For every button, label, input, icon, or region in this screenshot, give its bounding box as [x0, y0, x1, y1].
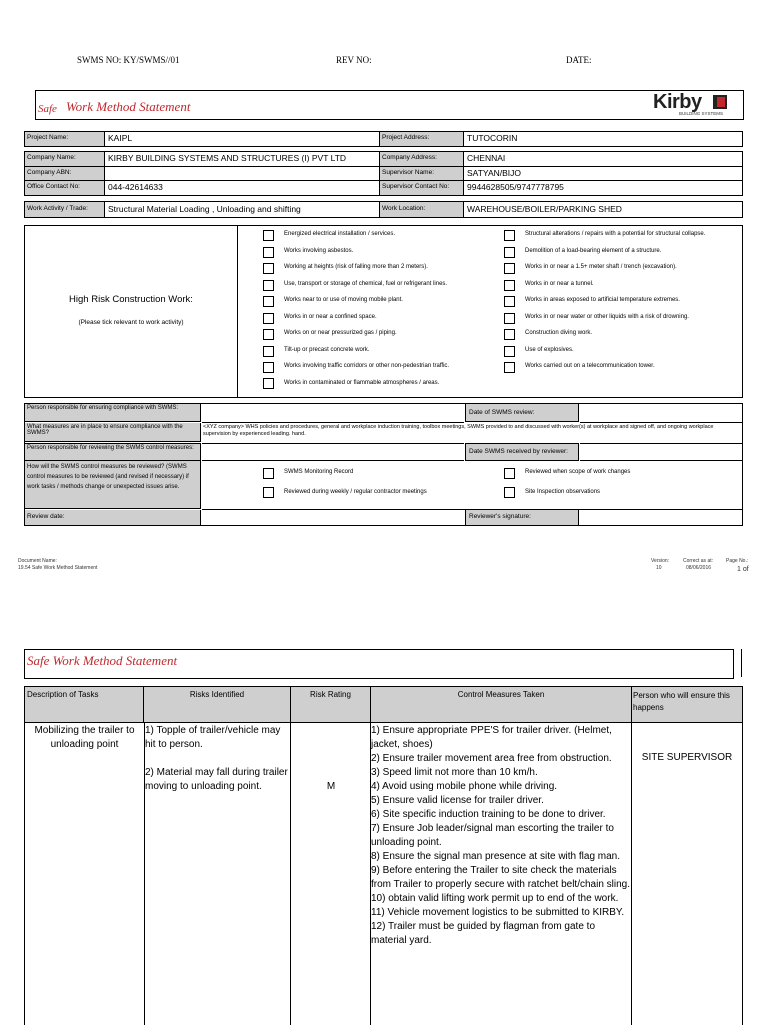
risk-checkbox[interactable]: [263, 362, 274, 373]
company-name-value[interactable]: KIRBY BUILDING SYSTEMS AND STRUCTURES (I) PVT LTD: [108, 153, 347, 163]
compliance-section: [24, 403, 743, 526]
task-table: [24, 686, 743, 1025]
page2-title: Safe Work Method Statement: [27, 653, 178, 668]
work-location-row: [379, 201, 743, 218]
divider: [741, 649, 742, 677]
page2-title-box: [24, 649, 734, 679]
risk-checkbox[interactable]: [263, 230, 274, 241]
company-abn-value[interactable]: [106, 167, 110, 169]
control-item: 5) Ensure valid license for trailer driver.: [371, 795, 544, 806]
version-value: 10: [656, 565, 662, 571]
risk-item: Works involving traffic corridors or other non-pedestrian traffic.: [284, 363, 450, 369]
risk-rating: M: [326, 781, 336, 792]
risk-item: Works in or near a tunnel.: [525, 281, 594, 287]
version-label: Version:: [651, 558, 670, 564]
person-reviewing-label: Person responsible for reviewing the SWMS control measures:: [25, 443, 201, 461]
risk-item: Tilt-up or precast concrete work.: [284, 347, 370, 353]
review-checkbox[interactable]: [263, 487, 274, 498]
risk-checkbox[interactable]: [263, 280, 274, 291]
company-address-value[interactable]: CHENNAI: [467, 153, 506, 163]
project-address-value[interactable]: TUTOCORIN: [467, 133, 518, 143]
project-address-label: Project Address:: [380, 132, 464, 146]
company-name-row: [24, 151, 381, 167]
risk-checkbox[interactable]: [263, 329, 274, 340]
risk-item: Works on or near pressurized gas / piping.: [284, 330, 397, 336]
high-risk-heading: High Risk Construction Work:: [69, 294, 193, 305]
how-reviewed-label: How will the SWMS control measures be reviewed? (SWMS control measures to be reviewed (and revised if necessary) if work tasks / methods change or unexpected issues arise.: [25, 461, 201, 509]
risk-checkbox[interactable]: [263, 346, 274, 357]
risk-item: Works in or near a confined space.: [284, 314, 377, 320]
date-label: DATE:: [566, 55, 592, 65]
risk-item: Use, transport or storage of chemical, fuel or refrigerant lines.: [284, 281, 448, 287]
doc-name-label: Document Name:: [18, 558, 57, 564]
review-checkbox[interactable]: [263, 468, 274, 479]
page-value: 1 of: [737, 566, 749, 573]
risk-checkbox[interactable]: [263, 296, 274, 307]
person-responsible-label: Person responsible for ensuring compliance with SWMS:: [25, 404, 201, 422]
date-review-label: Date of SWMS review:: [465, 404, 579, 422]
high-risk-subheading: (Please tick relevant to work activity): [78, 319, 184, 326]
risk-checkbox[interactable]: [504, 329, 515, 340]
control-item: 7) Ensure Job leader/signal man escorting the trailer to unloading point.: [371, 823, 614, 848]
risk-checkbox[interactable]: [504, 280, 515, 291]
correct-value: 08/06/2016: [686, 565, 712, 571]
review-checkbox[interactable]: [504, 487, 515, 498]
person-reviewing-field[interactable]: [202, 443, 464, 461]
control-item: 1) Ensure appropriate PPE'S for trailer driver. (Helmet, jacket, shoes): [371, 725, 612, 750]
supervisor-contact-value[interactable]: 9944628505/9747778795: [467, 182, 564, 192]
date-review-field[interactable]: [580, 404, 742, 423]
control-item: 11) Vehicle movement logistics to be submitted to KIRBY.: [371, 907, 625, 918]
company-abn-label: Company ABN:: [25, 167, 105, 180]
doc-name: 19.54 Safe Work Method Statement: [18, 565, 98, 571]
revision-number: REV NO:: [336, 55, 372, 65]
work-activity-value[interactable]: Structural Material Loading , Unloading and shifting: [108, 204, 301, 214]
control-item: 2) Ensure trailer movement area free from obstruction.: [371, 753, 612, 764]
person-responsible-field[interactable]: [202, 404, 464, 423]
supervisor-name-value[interactable]: SATYAN/BIJO: [467, 168, 522, 178]
control-measures: [371, 724, 631, 948]
risk-item: Works involving asbestos.: [284, 248, 354, 254]
office-contact-row: [24, 180, 381, 196]
col-person: Person who will ensure this happens: [632, 687, 743, 723]
risk-item: Works carried out on a telecommunication tower.: [525, 363, 655, 369]
col-controls: Control Measures Taken: [371, 687, 632, 723]
control-item: 6) Site specific induction training to be done to driver.: [371, 809, 606, 820]
risk-item: Use of explosives.: [525, 347, 574, 353]
risk-checkbox[interactable]: [504, 313, 515, 324]
page-label: Page No.:: [726, 558, 749, 564]
measures-text: <XYZ company> WHS policies and procedures, general and workplace induction training, toolbox meetings, SWMS provided to and discussed with worker(s) at workplace and signed off, and ongoing workplace supervision by experienced leading. hand.: [203, 424, 714, 437]
company-name-label: Company Name:: [25, 152, 105, 166]
work-location-label: Work Location:: [380, 202, 464, 217]
risk-item: Works in areas exposed to artificial temperature extremes.: [525, 297, 680, 303]
work-activity-row: [24, 201, 381, 218]
logo-mark-icon: [713, 95, 727, 109]
kirby-logo: [653, 93, 739, 117]
risk-checkbox[interactable]: [504, 263, 515, 274]
risk-identified: 1) Topple of trailer/vehicle may hit to person.: [145, 725, 281, 750]
risk-identified: 2) Material may fall during trailer moving to unloading point.: [145, 767, 288, 792]
supervisor-name-label: Supervisor Name:: [380, 167, 464, 180]
risk-checkbox[interactable]: [504, 296, 515, 307]
project-address-row: [379, 131, 743, 147]
risk-item: Structural alterations / repairs with a potential for structural collapse.: [525, 231, 706, 237]
review-option: Site Inspection observations: [525, 489, 601, 495]
risk-item: Works near to or use of moving mobile plant.: [284, 297, 403, 303]
date-received-field[interactable]: [580, 443, 742, 461]
work-activity-label: Work Activity / Trade:: [25, 202, 105, 217]
risk-checkbox[interactable]: [263, 313, 274, 324]
risk-checkbox[interactable]: [504, 346, 515, 357]
risk-checkbox[interactable]: [504, 362, 515, 373]
risk-checkbox[interactable]: [504, 230, 515, 241]
page-title: Work Method Statement: [66, 99, 191, 114]
company-address-label: Company Address:: [380, 152, 464, 166]
date-received-label: Date SWMS received by reviewer:: [465, 443, 579, 461]
company-abn-row: [24, 166, 381, 181]
review-option: SWMS Monitoring Record: [284, 469, 354, 475]
risk-checkbox[interactable]: [263, 378, 274, 389]
control-item: 4) Avoid using mobile phone while driving.: [371, 781, 558, 792]
risk-checkbox[interactable]: [504, 247, 515, 258]
project-name-row: [24, 131, 381, 147]
risk-checkbox[interactable]: [263, 263, 274, 274]
supervisor-name-row: [379, 166, 743, 181]
project-name-value[interactable]: KAIPL: [108, 133, 133, 143]
risk-item: Works in or near water or other liquids with a risk of drowning.: [525, 314, 689, 320]
logo-brand: Kirby: [653, 91, 702, 113]
office-contact-value[interactable]: 044-42614633: [108, 182, 163, 192]
work-location-value[interactable]: WAREHOUSE/BOILER/PARKING SHED: [467, 204, 622, 214]
title-prefix: Safe: [38, 103, 57, 115]
col-rating: Risk Rating: [291, 687, 371, 723]
supervisor-contact-label: Supervisor Contact No:: [380, 181, 464, 195]
risk-item: Working at heights (risk of falling more than 2 meters).: [284, 264, 428, 270]
control-item: 10) obtain valid lifting work permit up to end of the work.: [371, 893, 619, 904]
office-contact-label: Office Contact No:: [25, 181, 105, 195]
review-checkbox[interactable]: [504, 468, 515, 479]
risk-item: Demolition of a load-bearing element of a structure.: [525, 248, 662, 254]
col-description: Description of Tasks: [25, 687, 144, 723]
measures-label: What measures are in place to ensure compliance with the SWMS?: [25, 423, 201, 442]
control-item: 3) Speed limit not more than 10 km/h.: [371, 767, 538, 778]
control-item: 12) Trailer must be guided by flagman from gate to material yard.: [371, 921, 596, 946]
risk-checkbox[interactable]: [263, 247, 274, 258]
correct-label: Correct as at:: [683, 558, 714, 564]
title-box: [35, 90, 744, 120]
risk-item: Construction diving work.: [525, 330, 593, 336]
supervisor-contact-row: [379, 180, 743, 196]
control-item: 9) Before entering the Trailer to site check the materials from Trailer to properly secure with ratchet belt/chain sling.: [371, 865, 630, 890]
task-description: Mobilizing the trailer to unloading point: [34, 725, 135, 750]
control-item: 8) Ensure the signal man presence at site with flag man.: [371, 851, 621, 862]
logo-subtitle: BUILDING SYSTEMS: [679, 111, 724, 116]
risk-item: Works in contaminated or flammable atmospheres / areas.: [284, 380, 440, 386]
responsible-person: SITE SUPERVISOR: [641, 752, 733, 763]
reviewer-signature-label: Reviewer's signature:: [465, 510, 579, 525]
high-risk-heading-box: [25, 226, 238, 397]
col-risks: Risks Identified: [144, 687, 291, 723]
risk-item: Works in or near a 1.5+ meter shaft / trench (excavation).: [525, 264, 677, 270]
review-option: Reviewed during weekly / regular contractor meetings: [284, 489, 427, 495]
review-option: Reviewed when scope of work changes: [525, 469, 631, 475]
company-address-row: [379, 151, 743, 167]
review-date-label: Review date:: [25, 510, 201, 525]
project-name-label: Project Name:: [25, 132, 105, 146]
risk-item: Energized electrical installation / services.: [284, 231, 396, 237]
swms-number: SWMS NO: KY/SWMS//01: [77, 55, 180, 65]
